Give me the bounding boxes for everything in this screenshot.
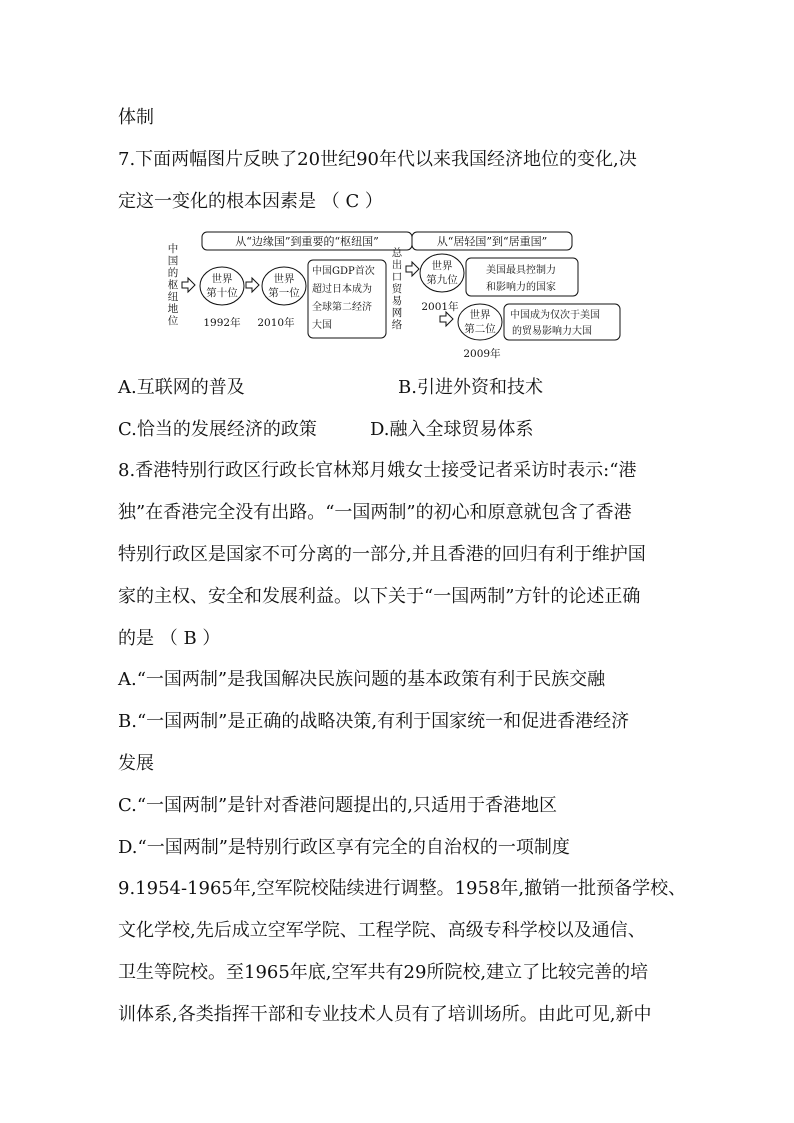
question-8-line-1: 8.香港特别行政区行政长官林郑月娥女士接受记者采访时表示:“港 bbox=[118, 460, 637, 481]
circle-1-line-1: 世界 bbox=[211, 273, 233, 285]
option-7b: B.引进外资和技术 bbox=[398, 377, 543, 398]
right-title-char-5: 网 bbox=[391, 307, 403, 319]
option-7c: C.恰当的发展经济的政策 bbox=[118, 419, 317, 440]
question-8-line-3: 特别行政区是国家不可分离的一部分,并且香港的回归有利于维护国 bbox=[118, 544, 646, 565]
gdp-line-2: 超过日本成为 bbox=[312, 284, 372, 295]
right-title-char-0: 总 bbox=[391, 247, 403, 259]
option-7d: D.融入全球贸易体系 bbox=[370, 419, 534, 440]
right-banner: 从“居轻国”到“居重国” bbox=[436, 235, 548, 248]
arrow-icon bbox=[182, 278, 195, 292]
question-9-line-2: 文化学校,先后成立空军学院、工程学院、高级专科学校以及通信、 bbox=[118, 920, 646, 941]
left-title-char-0: 中 bbox=[167, 243, 179, 255]
question-7-line-2: 定这一变化的根本因素是 （ C ） bbox=[118, 191, 383, 212]
question-9-line-4: 训体系,各类指挥干部和专业技术人员有了培训场所。由此可见,新中 bbox=[118, 1004, 652, 1025]
circle-3-line-2: 第九位 bbox=[426, 274, 458, 286]
left-vertical-title bbox=[168, 242, 179, 327]
option-7a: A.互联网的普及 bbox=[118, 377, 245, 398]
arrow-icon bbox=[406, 262, 419, 276]
gdp-line-1: 中国GDP首次 bbox=[312, 266, 375, 277]
left-title-char-3: 枢 bbox=[167, 279, 179, 291]
question-8-line-4: 家的主权、安全和发展利益。以下关于“一国两制”方针的论述正确 bbox=[118, 586, 641, 607]
question-9-line-3: 卫生等院校。至1965年底,空军共有29所院校,建立了比较完善的培 bbox=[118, 962, 649, 983]
arrow-icon bbox=[440, 312, 453, 326]
right-title-char-4: 易 bbox=[391, 295, 403, 307]
circle-1-line-2: 第十位 bbox=[206, 287, 238, 299]
option-8c: C.“一国两制”是针对香港问题提出的,只适用于香港地区 bbox=[118, 795, 557, 816]
question-8-line-2: 独”在香港完全没有出路。“一国两制”的初心和原意就包含了香港 bbox=[118, 502, 632, 523]
question-8-line-5: 的是 （ B ） bbox=[118, 628, 221, 649]
left-banner: 从“边缘国”到重要的“枢纽国” bbox=[235, 235, 379, 248]
left-title-char-6: 位 bbox=[167, 315, 179, 327]
option-8d: D.“一国两制”是特别行政区享有完全的自治权的一项制度 bbox=[118, 837, 570, 858]
left-title-char-5: 地 bbox=[167, 303, 179, 315]
circle-4-line-1: 世界 bbox=[469, 309, 491, 321]
gdp-line-4: 大国 bbox=[312, 320, 332, 331]
circle-2-line-1: 世界 bbox=[273, 273, 295, 285]
box-4-line-1: 中国成为仅次于美国 bbox=[510, 310, 600, 321]
year-2009: 2009年 bbox=[463, 348, 501, 360]
left-title-char-4: 纽 bbox=[167, 291, 179, 303]
question-7-line-1: 7.下面两幅图片反映了20世纪90年代以来我国经济地位的变化,决 bbox=[118, 149, 637, 170]
year-1992: 1992年 bbox=[203, 317, 241, 329]
gdp-line-3: 全球第二经济 bbox=[312, 302, 372, 313]
line-0: 体制 bbox=[118, 107, 154, 128]
left-title-char-1: 国 bbox=[167, 255, 179, 267]
option-8a: A.“一国两制”是我国解决民族问题的基本政策有利于民族交融 bbox=[118, 669, 606, 690]
year-2010: 2010年 bbox=[257, 317, 295, 329]
right-title-char-6: 络 bbox=[391, 319, 403, 331]
circle-2-line-2: 第一位 bbox=[268, 287, 300, 299]
economic-status-diagram bbox=[160, 226, 630, 366]
right-vertical-title bbox=[392, 246, 403, 331]
arrow-icon bbox=[246, 278, 259, 292]
circle-4-line-2: 第二位 bbox=[464, 323, 496, 335]
question-9-line-1: 9.1954-1965年,空军院校陆续进行调整。1958年,撤销一批预备学校、 bbox=[118, 878, 687, 899]
option-8b-line-2: 发展 bbox=[118, 753, 154, 774]
year-2001: 2001年 bbox=[421, 301, 459, 313]
right-title-char-1: 出 bbox=[391, 259, 403, 271]
circle-3-line-1: 世界 bbox=[431, 260, 453, 272]
box-3-line-1: 美国最具控制力 bbox=[486, 265, 556, 276]
left-title-char-2: 的 bbox=[167, 267, 179, 279]
right-title-char-3: 贸 bbox=[391, 283, 403, 295]
box-3-line-2: 和影响力的国家 bbox=[486, 282, 556, 293]
box-4-line-2: 的贸易影响力大国 bbox=[512, 326, 592, 337]
option-8b-line-1: B.“一国两制”是正确的战略决策,有利于国家统一和促进香港经济 bbox=[118, 711, 630, 732]
right-title-char-2: 口 bbox=[391, 271, 403, 283]
